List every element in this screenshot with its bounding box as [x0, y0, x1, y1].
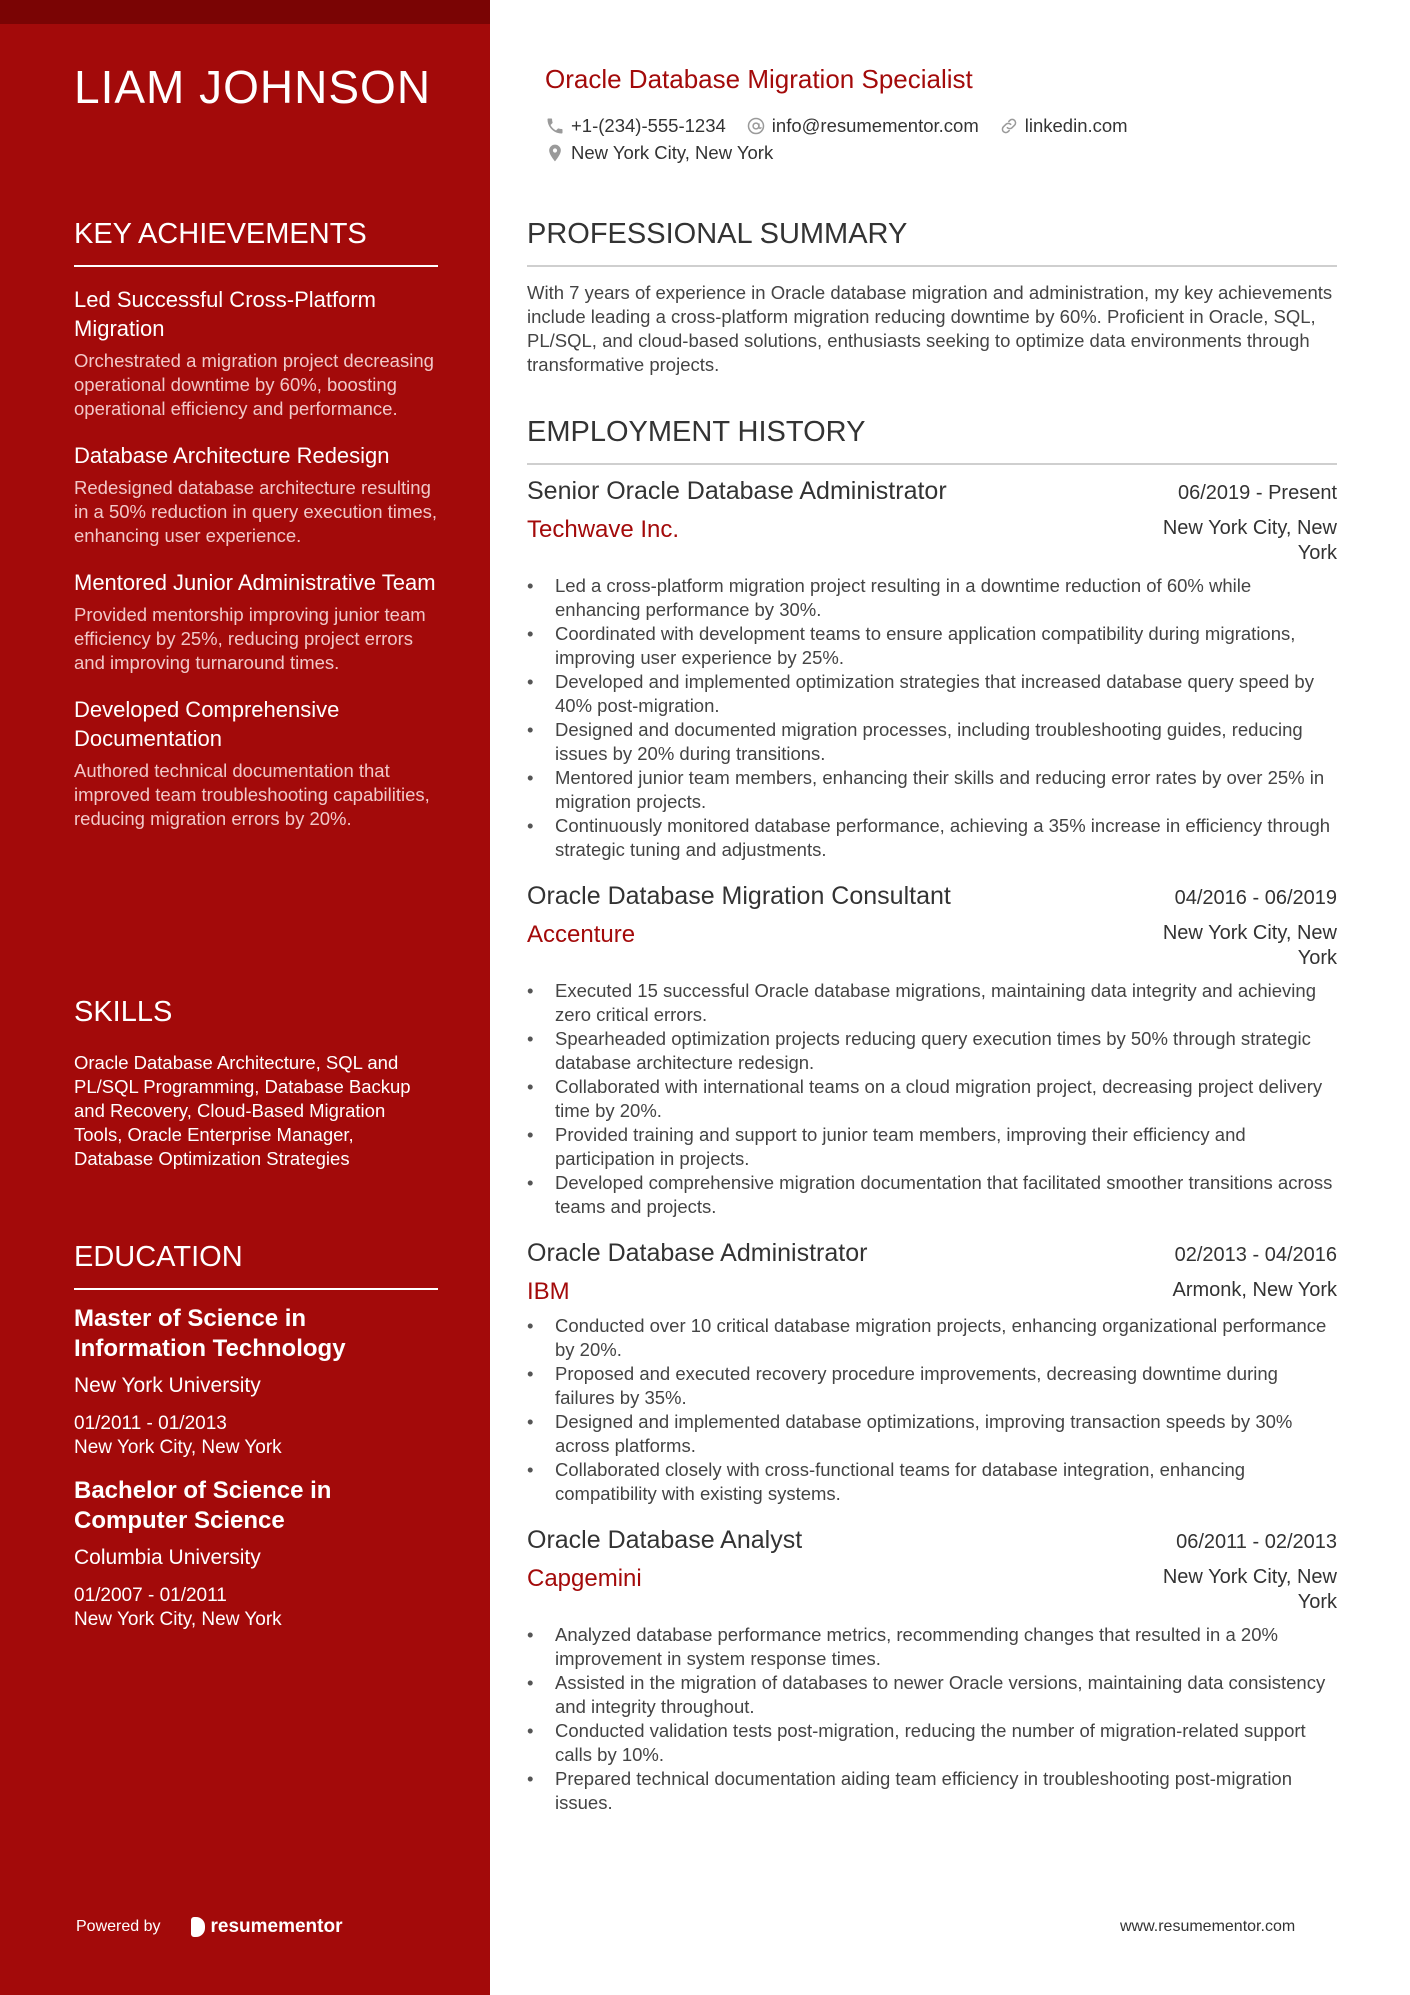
education-degree: Bachelor of Science in Computer Science [74, 1477, 332, 1534]
job-location: New York City, New York [1162, 922, 1337, 969]
education-heading: EDUCATION [74, 1241, 438, 1290]
job-bullet: • Provided training and support to junior team members, improving their efficiency and participation in projects. [527, 1123, 1337, 1171]
job-dates: 04/2016 - 06/2019 [1174, 887, 1337, 909]
phone-icon [545, 116, 565, 136]
achievements-section [74, 218, 438, 831]
summary-section [527, 218, 1337, 377]
job-bullet: • Designed and documented migration processes, including troubleshooting guides, reducing issues by 20% during transitions. [527, 718, 1337, 766]
education-location: New York City, New York [74, 1437, 282, 1458]
job-location: New York City, New York [1162, 1566, 1337, 1613]
job-company: Capgemini [527, 1565, 642, 1592]
contact-email[interactable]: info@resumementor.com [746, 115, 979, 137]
job-dates: 06/2011 - 02/2013 [1176, 1531, 1337, 1553]
job-bullet: • Conducted validation tests post-migration, reducing the number of migration-related support calls by 10%. [527, 1719, 1337, 1767]
education-location: New York City, New York [74, 1609, 282, 1630]
contact-location: New York City, New York [545, 142, 773, 164]
education-section [74, 1241, 438, 1632]
achievement-title: Mentored Junior Administrative Team [74, 570, 436, 595]
education-item [74, 1304, 438, 1460]
achievement-desc: Provided mentorship improving junior team efficiency by 25%, reducing project errors and improving turnaround times. [74, 604, 426, 673]
job-bullet: • Executed 15 successful Oracle database migrations, maintaining data integrity and achieving zero critical errors. [527, 979, 1337, 1027]
job-bullets [527, 574, 1337, 862]
powered-by [76, 1916, 343, 1938]
skills-heading: SKILLS [74, 996, 173, 1028]
job-bullet: • Led a cross-platform migration project resulting in a downtime reduction of 60% while enhancing performance by 30%. [527, 574, 1337, 622]
education-item [74, 1476, 438, 1632]
job-bullets [527, 979, 1337, 1219]
job-bullet: • Proposed and executed recovery procedure improvements, decreasing downtime during failures by 35%. [527, 1362, 1337, 1410]
job-bullet: • Developed and implemented optimization strategies that increased database query speed by 40% post-migration. [527, 670, 1337, 718]
education-school: New York University [74, 1374, 261, 1397]
powered-by-label: Powered by [76, 1918, 161, 1935]
job-role: Oracle Database Migration Consultant [527, 882, 951, 910]
job-bullet: • Collaborated closely with cross-functional teams for database integration, enhancing compatibility with existing systems. [527, 1458, 1337, 1506]
job-bullet: • Assisted in the migration of databases to newer Oracle versions, maintaining data consistency and integrity throughout. [527, 1671, 1337, 1719]
job-location: New York City, New York [1162, 517, 1337, 564]
job-role: Senior Oracle Database Administrator [527, 477, 947, 505]
job-bullet: • Continuously monitored database performance, achieving a 35% increase in efficiency through strategic tuning and adjustments. [527, 814, 1337, 862]
job-dates: 02/2013 - 04/2016 [1174, 1244, 1337, 1266]
job-bullet: • Spearheaded optimization projects reducing query execution times by 50% through strategic database architecture redesign. [527, 1027, 1337, 1075]
sidebar [0, 0, 490, 1995]
job-role: Oracle Database Administrator [527, 1239, 868, 1267]
job-bullet: • Mentored junior team members, enhancing their skills and reducing error rates by over 25% in migration projects. [527, 766, 1337, 814]
job-bullet: • Analyzed database performance metrics, recommending changes that resulted in a 20% improvement in system response times. [527, 1623, 1337, 1671]
achievement-item [74, 285, 438, 421]
job-bullet: • Developed comprehensive migration documentation that facilitated smoother transitions across teams and projects. [527, 1171, 1337, 1219]
job-location: Armonk, New York [1172, 1279, 1337, 1301]
job-bullet: • Prepared technical documentation aiding team efficiency in troubleshooting post-migration issues. [527, 1767, 1337, 1815]
education-meta [74, 1584, 438, 1632]
employment-section [527, 416, 1337, 1815]
contact-phone[interactable]: +1-(234)-555-1234 [545, 115, 726, 137]
job-bullet: • Conducted over 10 critical database migration projects, enhancing organizational performance by 20%. [527, 1314, 1337, 1362]
candidate-name: LIAM JOHNSON [74, 61, 432, 113]
job-bullets [527, 1314, 1337, 1506]
skills-text: Oracle Database Architecture, SQL and PL/SQL Programming, Database Backup and Recovery, Cloud-Based Migration Tools, Oracle Enterprise Manager, Database Optimization Strategies [74, 1052, 411, 1169]
job-entry [527, 1239, 1337, 1506]
summary-text: With 7 years of experience in Oracle database migration and administration, my key achievements include leading a cross-platform migration reducing downtime by 60%. Proficient in Oracle, SQL, PL/SQL, and cloud-based solutions, enthusiasts seeking to optimize data environments through transformative projects. [527, 282, 1333, 375]
job-entry [527, 477, 1337, 862]
brand-name: resumementor [210, 1916, 343, 1937]
footer-website-link[interactable]: www.resumementor.com [1120, 1918, 1296, 1935]
job-company: Accenture [527, 921, 636, 948]
link-icon [999, 116, 1019, 136]
achievement-desc: Redesigned database architecture resulting in a 50% reduction in query execution times, enhancing user experience. [74, 477, 438, 546]
job-entry [527, 882, 1337, 1219]
brand-logo-icon [191, 1917, 205, 1937]
achievement-item [74, 441, 438, 548]
job-bullet: • Collaborated with international teams on a cloud migration project, decreasing project delivery time by 20%. [527, 1075, 1337, 1123]
achievement-item [74, 568, 438, 675]
job-bullet: • Designed and implemented database optimizations, improving transaction speeds by 30% across platforms. [527, 1410, 1337, 1458]
education-degree: Master of Science in Information Technology [74, 1305, 346, 1362]
job-company: Techwave Inc. [527, 516, 680, 543]
skills-section [74, 996, 438, 1171]
achievement-title: Database Architecture Redesign [74, 443, 390, 468]
job-company: IBM [527, 1278, 570, 1305]
achievement-desc: Authored technical documentation that improved team troubleshooting capabilities, reducing migration errors by 20%. [74, 760, 430, 829]
at-icon [746, 116, 766, 136]
brand-logo[interactable] [191, 1916, 343, 1938]
achievement-desc: Orchestrated a migration project decreasing operational downtime by 60%, boosting operational efficiency and performance. [74, 350, 434, 419]
achievement-title: Led Successful Cross-Platform Migration [74, 287, 376, 341]
achievements-heading: KEY ACHIEVEMENTS [74, 218, 438, 267]
sidebar-top-band [0, 0, 490, 24]
location-pin-icon [545, 143, 565, 163]
employment-heading: EMPLOYMENT HISTORY [527, 416, 1337, 465]
achievement-title: Developed Comprehensive Documentation [74, 697, 340, 751]
contact-info [545, 112, 1305, 166]
job-title: Oracle Database Migration Specialist [545, 64, 973, 94]
education-dates: 01/2007 - 01/2011 [74, 1585, 227, 1606]
summary-heading: PROFESSIONAL SUMMARY [527, 218, 1337, 267]
achievement-item [74, 695, 438, 831]
job-bullet: • Coordinated with development teams to ensure application compatibility during migrations, improving user experience by 25%. [527, 622, 1337, 670]
job-dates: 06/2019 - Present [1178, 482, 1337, 504]
education-meta [74, 1412, 438, 1460]
education-dates: 01/2011 - 01/2013 [74, 1413, 227, 1434]
contact-linkedin[interactable]: linkedin.com [999, 115, 1128, 137]
job-entry [527, 1526, 1337, 1815]
job-role: Oracle Database Analyst [527, 1526, 803, 1554]
education-school: Columbia University [74, 1546, 261, 1569]
job-bullets [527, 1623, 1337, 1815]
